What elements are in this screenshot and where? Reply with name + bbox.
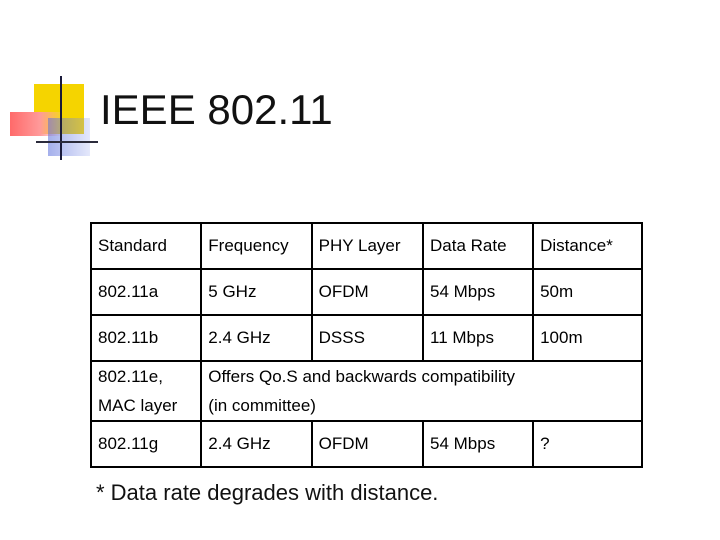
header-data-rate: Data Rate — [423, 223, 533, 269]
cell-distance: 50m — [533, 269, 642, 315]
cell-description-line1: Offers Qo.S and backwards compatibility — [208, 367, 516, 386]
standards-table — [90, 222, 643, 468]
header-frequency: Frequency — [201, 223, 311, 269]
header-distance: Distance* — [533, 223, 642, 269]
header-phy-layer: PHY Layer — [312, 223, 423, 269]
cell-description-line2: (in committee) — [208, 396, 316, 415]
cell-data-rate: 54 Mbps — [423, 421, 533, 467]
cell-standard: 802.11a — [91, 269, 201, 315]
decor-blue-square — [48, 118, 90, 156]
footnote: * Data rate degrades with distance. — [96, 480, 439, 505]
table-header-row — [91, 223, 642, 269]
cell-standard-line1: 802.11e, — [98, 367, 163, 386]
cell-data-rate: 54 Mbps — [423, 269, 533, 315]
cell-description — [201, 361, 642, 421]
table-row — [91, 269, 642, 315]
cell-phy-layer: OFDM — [312, 269, 423, 315]
cell-distance: ? — [533, 421, 642, 467]
cell-frequency: 5 GHz — [201, 269, 311, 315]
cell-data-rate: 11 Mbps — [423, 315, 533, 361]
cell-standard-line2: MAC layer — [98, 396, 178, 415]
header-standard: Standard — [91, 223, 201, 269]
decor-horizontal-line — [36, 141, 98, 143]
cell-standard: 802.11b — [91, 315, 201, 361]
cell-frequency: 2.4 GHz — [201, 315, 311, 361]
cell-phy-layer: OFDM — [312, 421, 423, 467]
cell-phy-layer: DSSS — [312, 315, 423, 361]
cell-standard: 802.11g — [91, 421, 201, 467]
decor-vertical-line — [60, 76, 62, 160]
slide-title: IEEE 802.11 — [100, 86, 333, 133]
table-row-80211e — [91, 361, 642, 421]
cell-distance: 100m — [533, 315, 642, 361]
table-row — [91, 421, 642, 467]
cell-frequency: 2.4 GHz — [201, 421, 311, 467]
table-row — [91, 315, 642, 361]
cell-standard — [91, 361, 201, 421]
